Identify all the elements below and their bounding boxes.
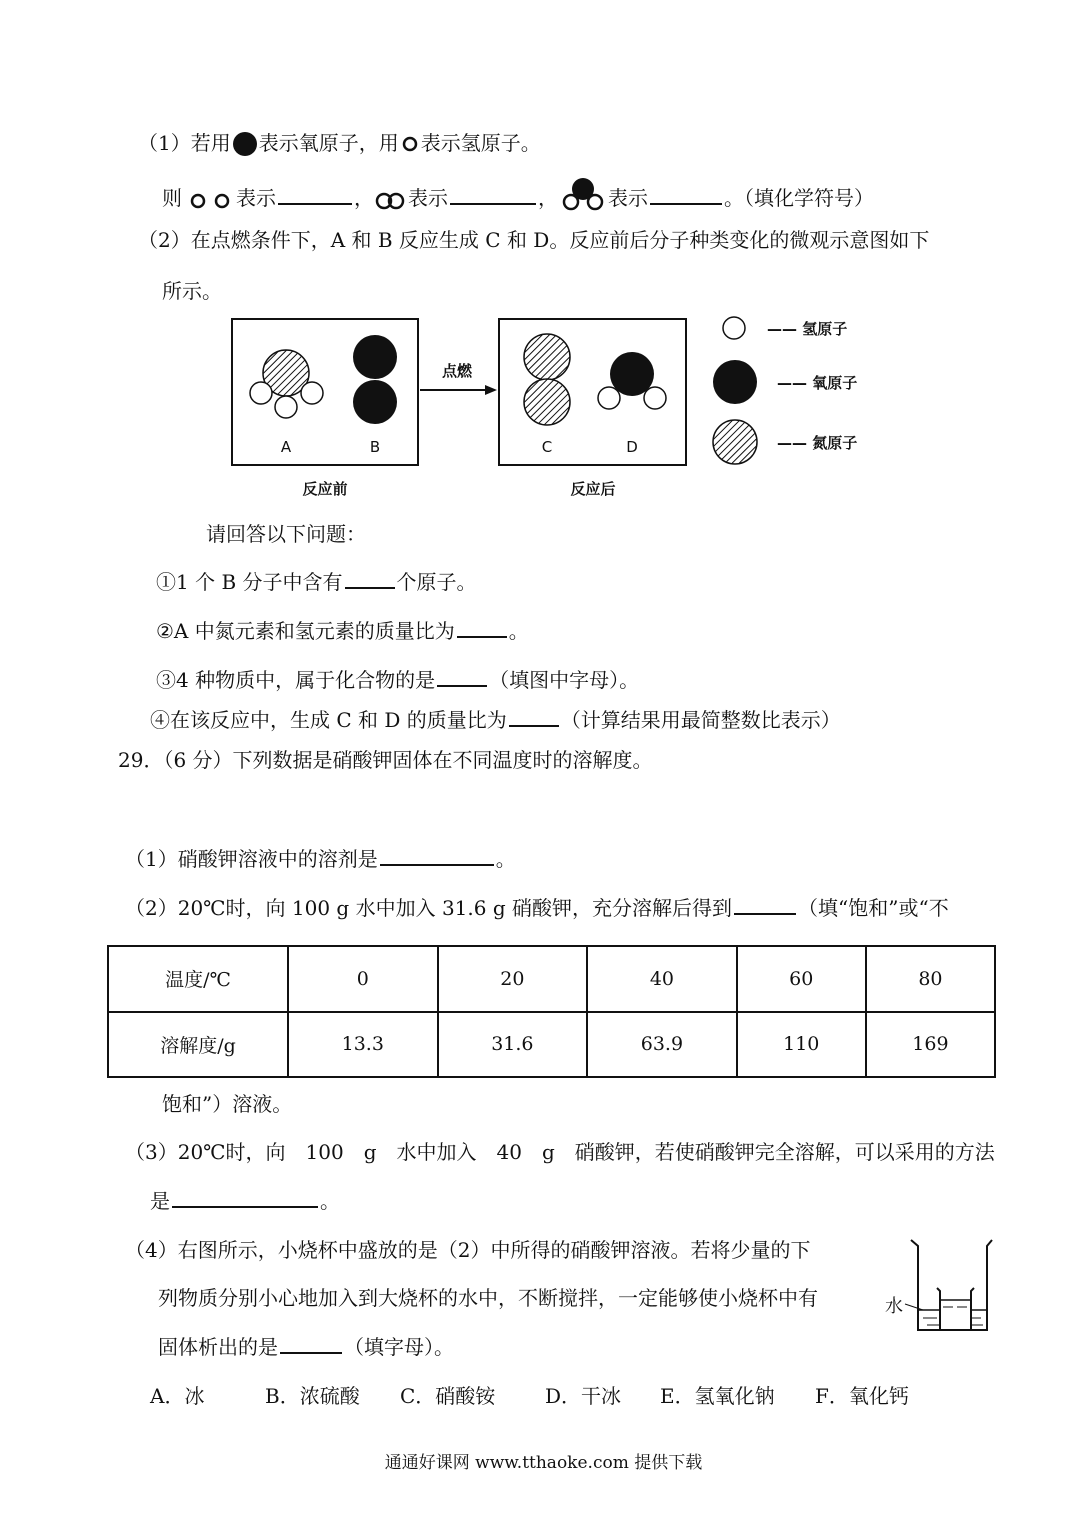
small-beaker-icon — [937, 1288, 974, 1330]
caption-after: 反应后 — [570, 480, 616, 498]
q2-sub1-b: 个原子。 — [396, 570, 477, 594]
q2-prompt: 请回答以下问题： — [206, 522, 366, 546]
q29-part1 — [125, 845, 516, 873]
q29-part2-cont: 饱和”）溶液。 — [162, 1092, 293, 1116]
option-f[interactable]: F．氧化钙 — [815, 1384, 909, 1408]
q1-then: 则 — [162, 186, 182, 210]
q2-sub2-a: ②A 中氮元素和氢元素的质量比为 — [156, 619, 455, 643]
hydrogen-atom-icon — [399, 132, 421, 154]
q29-part3-blank[interactable] — [172, 1188, 318, 1208]
q2-sub3 — [156, 666, 639, 694]
q29-part4-line2: 列物质分别小心地加入到大烧杯的水中，不断搅拌，一定能够使小烧杯中有 — [158, 1286, 818, 1310]
q29-part1-blank[interactable] — [380, 846, 494, 866]
q1-blank-3[interactable] — [650, 185, 722, 205]
table-cell: 60 — [737, 946, 866, 1012]
label-d: D — [626, 438, 638, 456]
table-cell: 20 — [438, 946, 588, 1012]
molecule-c — [524, 334, 570, 425]
legend-oxygen: —— 氧原子 — [777, 374, 858, 392]
molecule-a — [250, 350, 323, 418]
table-cell: 63.9 — [587, 1012, 737, 1078]
q2-sub2-blank[interactable] — [457, 618, 507, 638]
q29-part4-line3 — [158, 1333, 454, 1361]
q1-sep-1: ， — [354, 186, 374, 210]
reaction-diagram — [225, 312, 905, 506]
q1-line2 — [162, 177, 874, 212]
q29-part3-b: 是 — [150, 1189, 170, 1213]
table-header-temperature: 温度/℃ — [108, 946, 288, 1012]
table-cell: 0 — [288, 946, 438, 1012]
table-cell: 13.3 — [288, 1012, 438, 1078]
option-e[interactable]: E．氢氧化钠 — [660, 1384, 775, 1408]
beaker-figure — [885, 1232, 997, 1338]
legend-hydrogen: —— 氢原子 — [767, 320, 848, 338]
q1-prefix: （1）若用 — [138, 131, 231, 155]
table-cell: 40 — [587, 946, 737, 1012]
hydrogen-molecule-icon — [374, 187, 408, 211]
q1-blank-1[interactable] — [278, 185, 352, 205]
table-cell: 110 — [737, 1012, 866, 1078]
q1-end: 。（填化学符号） — [724, 186, 874, 210]
label-a: A — [280, 438, 292, 456]
table-row — [108, 946, 995, 1012]
molecule-b — [353, 335, 397, 424]
q2-sub4-a: ④在该反应中，生成 C 和 D 的质量比为 — [150, 708, 507, 732]
q29-part3-c: 。 — [320, 1189, 340, 1213]
q2-intro-line1: （2）在点燃条件下，A 和 B 反应生成 C 和 D。反应前后分子种类变化的微观示意图如下 — [138, 228, 930, 252]
q1-blank-2[interactable] — [450, 185, 536, 205]
page-footer: 通通好课网 www.tthaoke.com 提供下载 — [384, 1453, 703, 1473]
q29-title: 29．（6 分）下列数据是硝酸钾固体在不同温度时的溶解度。 — [118, 748, 653, 772]
table-cell: 169 — [866, 1012, 995, 1078]
q29-part4-c: 固体析出的是 — [158, 1335, 278, 1359]
q2-sub4 — [150, 706, 841, 734]
q1-suffix: 表示氢原子。 — [420, 131, 541, 155]
label-c: C — [541, 438, 553, 456]
q2-sub1-blank[interactable] — [345, 569, 395, 589]
q2-sub4-b: （计算结果用最简整数比表示） — [560, 708, 841, 732]
caption-before: 反应前 — [302, 480, 348, 498]
solubility-table — [107, 945, 996, 1078]
q29-part4-d: （填字母）。 — [344, 1335, 454, 1359]
table-row — [108, 1012, 995, 1078]
q29-part4-blank[interactable] — [280, 1334, 342, 1354]
q29-part2-a: （2）20℃时，向 100 g 水中加入 31.6 g 硝酸钾，充分溶解后得到 — [125, 896, 733, 920]
arrow-label: 点燃 — [441, 362, 473, 380]
q2-sub2 — [156, 617, 529, 645]
q29-part3-line1: （3）20℃时，向 100 g 水中加入 40 g 硝酸钾，若使硝酸钾完全溶解，可以采用的方法 — [125, 1140, 995, 1164]
q1-sep-2: ， — [538, 186, 558, 210]
q2-sub3-a: ③4 种物质中，属于化合物的是 — [156, 668, 436, 692]
q2-intro-line2: 所示。 — [162, 279, 222, 303]
q29-part3-line2 — [150, 1187, 340, 1215]
q29-part4-line1: （4）右图所示，小烧杯中盛放的是（2）中所得的硝酸钾溶液。若将少量的下 — [125, 1238, 811, 1262]
legend-oxygen-icon — [713, 360, 757, 404]
table-cell: 31.6 — [438, 1012, 588, 1078]
q1-line1 — [138, 129, 541, 157]
legend-hydrogen-icon — [723, 317, 745, 339]
two-hydrogen-atoms-icon — [182, 187, 236, 211]
q1-represent-1: 表示 — [236, 186, 276, 210]
q29-part2-b: （填“饱和”或“不 — [798, 896, 949, 920]
beaker-water-label: 水 — [885, 1296, 903, 1317]
q29-part1-b: 。 — [495, 847, 516, 871]
q2-sub1-a: ①1 个 B 分子中含有 — [156, 570, 343, 594]
option-a[interactable]: A．冰 — [150, 1384, 205, 1408]
q2-sub4-blank[interactable] — [509, 707, 559, 727]
option-d[interactable]: D．干冰 — [545, 1384, 622, 1408]
option-b[interactable]: B．浓硫酸 — [265, 1384, 360, 1408]
label-b: B — [369, 438, 381, 456]
q1-represent-3: 表示 — [608, 186, 648, 210]
molecule-d — [598, 352, 666, 409]
q29-part1-a: （1）硝酸钾溶液中的溶剂是 — [125, 847, 378, 871]
table-header-solubility: 溶解度/g — [108, 1012, 288, 1078]
q2-sub3-blank[interactable] — [437, 667, 487, 687]
q2-sub3-b: （填图中字母）。 — [489, 668, 640, 692]
oxygen-atom-icon — [231, 129, 259, 157]
table-cell: 80 — [866, 946, 995, 1012]
water-molecule-icon — [558, 177, 608, 211]
q1-mid: 表示氧原子，用 — [258, 131, 399, 155]
q29-part2-blank[interactable] — [734, 895, 796, 915]
option-c[interactable]: C．硝酸铵 — [400, 1384, 496, 1408]
q29-part2 — [125, 894, 949, 922]
arrow-right-icon — [420, 385, 497, 395]
q1-represent-2: 表示 — [408, 186, 448, 210]
q2-sub1 — [156, 568, 477, 596]
legend-nitrogen: —— 氮原子 — [777, 434, 858, 452]
legend-nitrogen-icon — [713, 420, 757, 464]
q2-sub2-b: 。 — [508, 619, 529, 643]
